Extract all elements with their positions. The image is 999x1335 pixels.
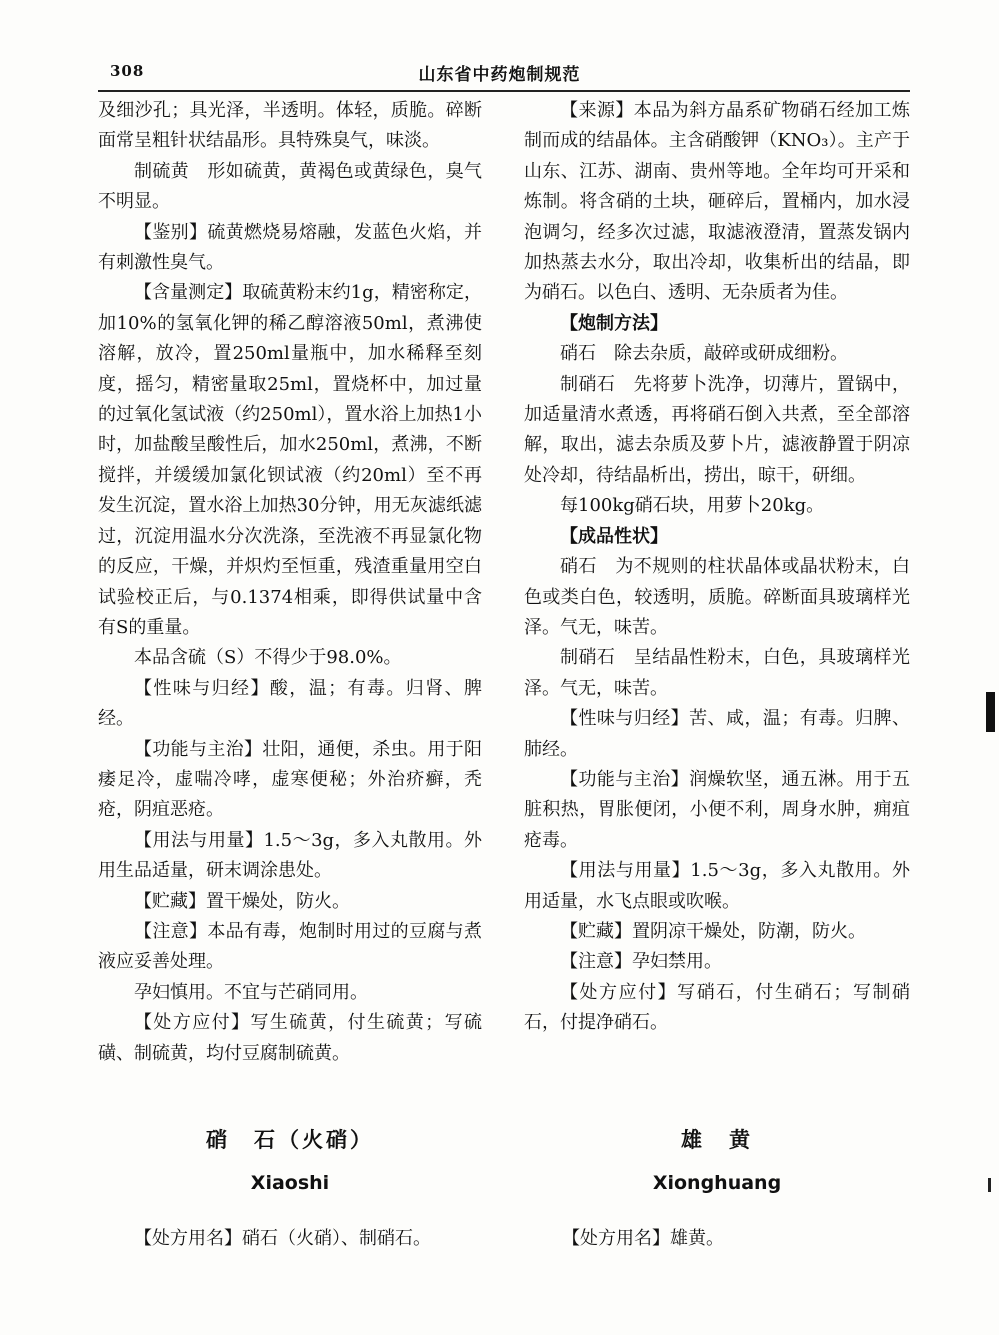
left-column <box>98 96 482 1069</box>
paragraph: 【处方应付】写生硫黄，付生硫黄；写硫磺、制硫黄，均付豆腐制硫黄。 <box>98 1012 482 1064</box>
paragraph: 及细沙孔；具光泽，半透明。体轻，质脆。碎断面常呈粗针状结晶形。具特殊臭气，味淡。 <box>98 100 482 152</box>
paragraph: 【处方应付】写硝石，付生硝石；写制硝石，付提净硝石。 <box>524 981 910 1034</box>
paragraph: 制硝石 先将萝卜洗净，切薄片，置锅中，加适量清水煮透，再将硝石倒入共煮，至全部溶解，取出，滤去杂质及萝卜片，滤液静置于阴凉处冷却，待结晶析出，捞出，晾干，研细。 <box>524 373 910 486</box>
paragraph: 制硝石 呈结晶性粉末，白色，具玻璃样光泽。气无，味苦。 <box>524 647 910 699</box>
entry-heading-xionghuang: 雄 黄 <box>681 1127 753 1152</box>
running-header-title: 山东省中药炮制规范 <box>418 65 581 85</box>
entry-heading-xiaoshi: 硝 石（火硝） <box>206 1127 374 1152</box>
paragraph: 硝石 为不规则的柱状晶体或晶状粉末，白色或类白色，较透明，质脆。碎断面具玻璃样光泽。气无，味苦。 <box>524 556 910 638</box>
entry-pinyin-xiaoshi: Xiaoshi <box>250 1172 330 1194</box>
paragraph: 【性味与归经】酸，温；有毒。归肾、脾经。 <box>98 677 482 730</box>
paragraph: 【用法与用量】1.5～3g，多入丸散用。外用适量，水飞点眼或吹喉。 <box>524 860 910 912</box>
right-column <box>524 96 910 1039</box>
paragraph: 【炮制方法】 <box>560 312 668 334</box>
paragraph: 孕妇慎用。不宜与芒硝同用。 <box>134 981 368 1003</box>
paragraph: 制硫黄 形如硫黄，黄褐色或黄绿色，臭气不明显。 <box>98 160 482 213</box>
paragraph: 【功能与主治】壮阳，通便，杀虫。用于阳痿足冷，虚喘冷哮，虚寒便秘；外治疥癣，秃疮，阴疽恶疮。 <box>98 738 482 821</box>
paragraph: 【贮藏】置干燥处，防火。 <box>134 890 350 912</box>
page-number: 308 <box>110 62 145 80</box>
paragraph: 每100kg硝石块，用萝卜20kg。 <box>560 495 825 517</box>
prescription-name-xionghuang: 【处方用名】雄黄。 <box>562 1228 724 1249</box>
paragraph: 【性味与归经】苦、咸，温；有毒。归脾、肺经。 <box>524 708 910 760</box>
scan-edge-mark-small <box>988 1178 991 1192</box>
paragraph: 【注意】本品有毒，炮制时用过的豆腐与煮液应妥善处理。 <box>98 920 482 973</box>
paragraph: 【用法与用量】1.5～3g，多入丸散用。外用生品适量，研末调涂患处。 <box>98 829 482 882</box>
paragraph: 【注意】孕妇禁用。 <box>560 951 722 973</box>
entry-pinyin-xionghuang: Xionghuang <box>652 1172 782 1194</box>
paragraph: 【来源】本品为斜方晶系矿物硝石经加工炼制而成的结晶体。主含硝酸钾（KNO₃）。主产于山东、江苏、湖南、贵州等地。全年均可开采和炼制。将含硝的土块，砸碎后，置桶内，加水浸泡调匀，经多次过滤，取滤液澄清，置蒸发锅内加热蒸去水分，取出冷却，收集析出的结晶，即为硝石。以色白、透明、无杂质者为佳。 <box>524 100 910 304</box>
paragraph: 【功能与主治】润燥软坚，通五淋。用于五脏积热，胃胀便闭，小便不利，周身水肿，痈疽疮毒。 <box>524 768 910 851</box>
paragraph: 【含量测定】取硫黄粉末约1g，精密称定，加10%的氢氧化钾的稀乙醇溶液50ml，煮沸使溶解，放冷，置250ml量瓶中，加水稀释至刻度，摇匀，精密量取25ml，置烧杯中，加过量的过氧化氢试液（约250ml），置水浴上加热1小时，加盐酸呈酸性后，加水250ml，煮沸，不断搅拌，并缓缓加氯化钡试液（约20ml）至不再发生沉淀，置水浴上加热30分钟，用无灰滤纸滤过，沉淀用温水分次洗涤，至洗液不再显氯化物的反应，干燥，并炽灼至恒重，残渣重量用空白试验校正后，与0.1374相乘，即得供试量中含有S的重量。 <box>98 282 482 638</box>
paragraph: 【成品性状】 <box>560 525 668 547</box>
paragraph: 本品含硫（S）不得少于98.0%。 <box>134 647 402 669</box>
paragraph: 硝石 除去杂质，敲碎或研成细粉。 <box>560 343 848 365</box>
prescription-name-xiaoshi: 【处方用名】硝石（火硝）、制硝石。 <box>134 1228 431 1249</box>
header-rule <box>98 90 910 92</box>
paragraph: 【鉴别】硫黄燃烧易熔融，发蓝色火焰，并有刺激性臭气。 <box>98 221 482 274</box>
scan-edge-mark <box>986 692 995 732</box>
paragraph: 【贮藏】置阴凉干燥处，防潮，防火。 <box>560 920 866 942</box>
